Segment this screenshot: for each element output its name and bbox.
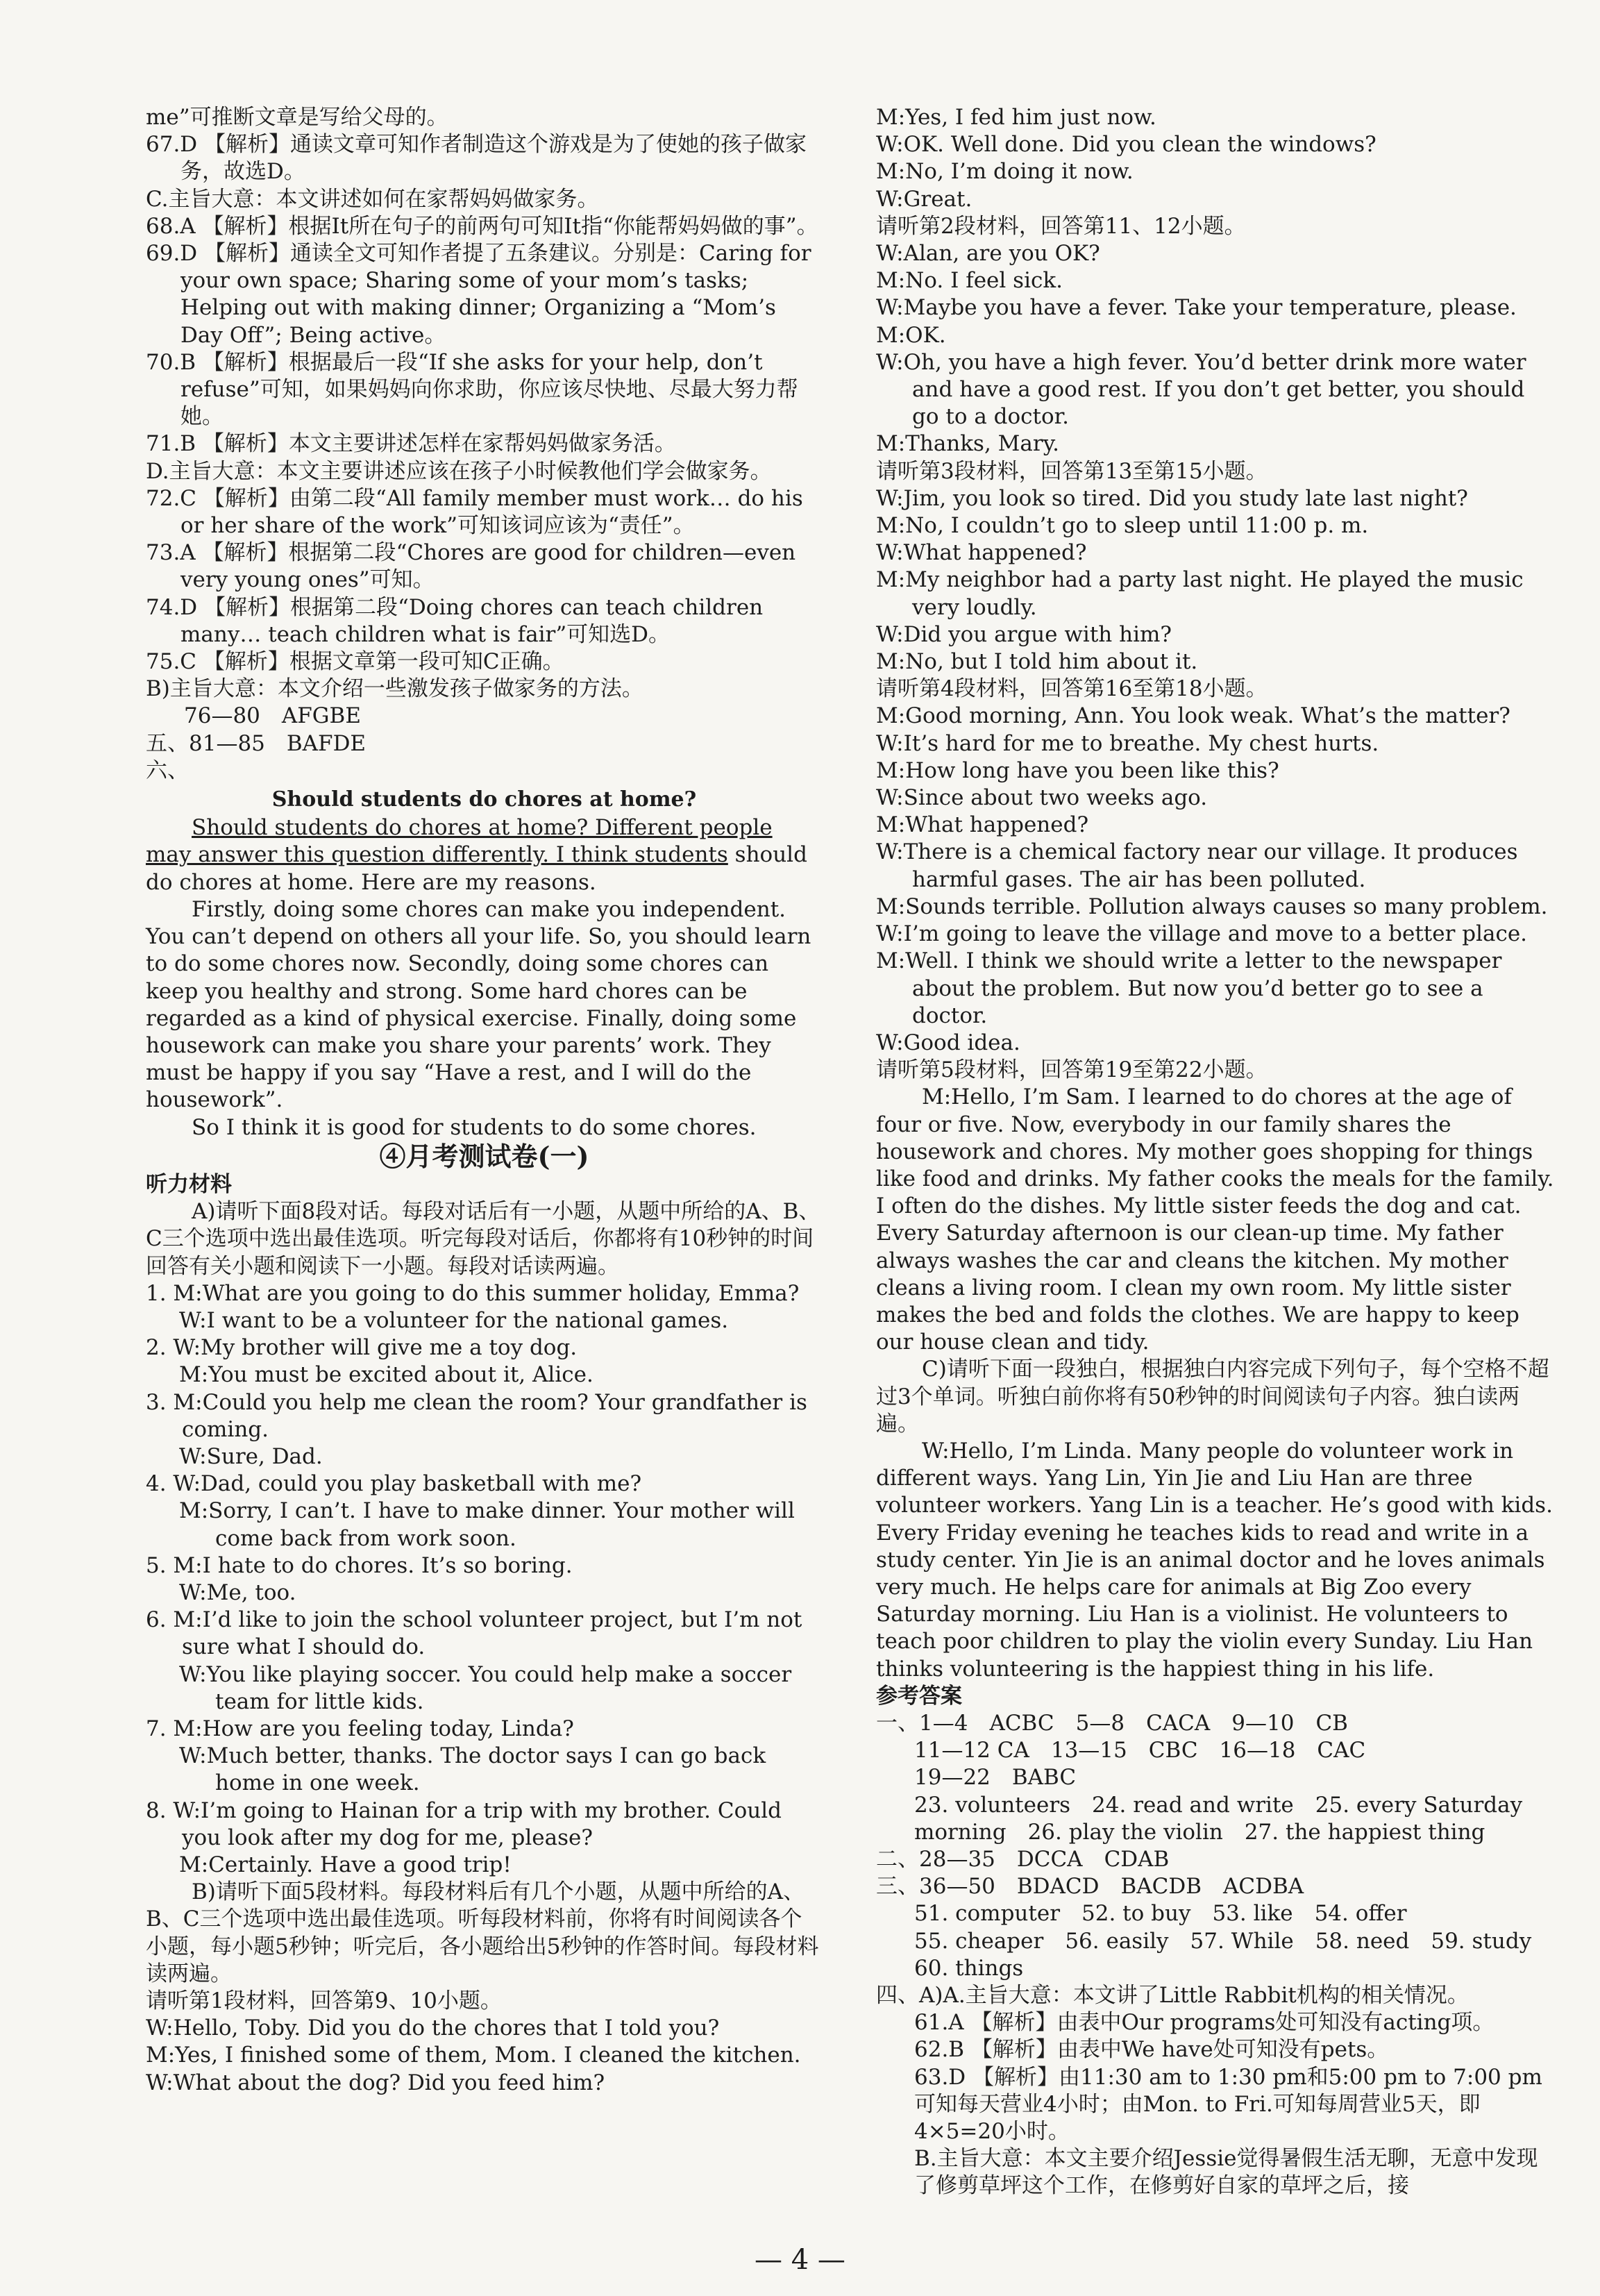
material-header: 请听第1段材料，回答第9、10小题。 bbox=[146, 1988, 502, 2014]
answer-line: B.主旨大意：本文主要介绍Jessie觉得暑假生活无聊，无意中发现了修剪草坪这个工作，在修剪好自家的草坪之后，接 bbox=[914, 2146, 1538, 2199]
answer-line: 51. computer 52. to buy 53. like 54. offer bbox=[914, 1901, 1407, 1927]
dialogue-line: W:Much better, thanks. The doctor says I can go back home in one week. bbox=[179, 1743, 766, 1796]
dialogue-line: M:Thanks, Mary. bbox=[876, 431, 1059, 457]
answer-line: 60. things bbox=[914, 1955, 1024, 1981]
right-column bbox=[876, 104, 1556, 2200]
answer-line: 70.B 【解析】根据最后一段“If she asks for your help, don’t refuse”可知，如果妈妈向你求助，你应该尽快地、尽最大努力帮她。 bbox=[146, 349, 798, 430]
listening-header: 听力材料 bbox=[146, 1171, 232, 1197]
dialogue-line: 5. M:I hate to do chores. It’s so boring. bbox=[146, 1552, 573, 1578]
dialogue-line: W:You like playing soccer. You could help make a soccer team for little kids. bbox=[179, 1661, 792, 1714]
dialogue-line: W:Since about two weeks ago. bbox=[876, 785, 1208, 811]
dialogue-line: 7. M:How are you feeling today, Linda? bbox=[146, 1716, 574, 1741]
dialogue-line: M:Sorry, I can’t. I have to make dinner. Your mother will come back from work soon. bbox=[179, 1498, 795, 1551]
answer-line: 二、28—35 DCCA CDAB bbox=[876, 1847, 1170, 1872]
left-column bbox=[146, 104, 823, 2097]
instruction: A)请听下面8段对话。每段对话后有一小题，从题中所给的A、B、C三个选项中选出最佳选项。听完每段对话后，你都将有10秒钟的时间回答有关小题和阅读下一小题。每段对话读两遍。 bbox=[146, 1199, 820, 1279]
dialogue-line: W:Maybe you have a fever. Take your temperature, please. bbox=[876, 295, 1517, 321]
answer-line: C.主旨大意：本文讲述如何在家帮妈妈做家务。 bbox=[146, 186, 599, 212]
section-title: ④月考测试卷(一) bbox=[379, 1140, 589, 1172]
underlined-sentence: Should students do chores at home? Different people may answer this question differently. I think students bbox=[146, 815, 773, 868]
dialogue-line: W:What about the dog? Did you feed him? bbox=[146, 2070, 605, 2095]
answer-line: 11—12 CA 13—15 CBC 16—18 CAC bbox=[914, 1738, 1366, 1763]
dialogue-line: W:Oh, you have a high fever. You’d better drink more water and have a good rest. If you don’t get better, you should go to a doctor. bbox=[876, 349, 1526, 430]
dialogue-line: W:What happened? bbox=[876, 540, 1087, 566]
dialogue-line: W:Me, too. bbox=[179, 1579, 296, 1605]
answer-line: 62.B 【解析】由表中We have处可知没有pets。 bbox=[914, 2037, 1389, 2063]
answer-line: 73.A 【解析】根据第二段“Chores are good for children—even very young ones”可知。 bbox=[146, 540, 796, 593]
dialogue-line: W:Sure, Dad. bbox=[179, 1443, 323, 1469]
dialogue-line: W:There is a chemical factory near our village. It produces harmful gases. The air has been polluted. bbox=[876, 839, 1518, 892]
monologue: M:Hello, I’m Sam. I learned to do chores at the age of four or five. Now, everybody in our family shares the housework and chores. My mother goes shopping for things like food and drinks. My father cooks the meals for the family. I often do the dishes. My little sister feeds the dog and cat. Every Saturday afternoon is our clean-up time. My father always washes the car and cleans the kitchen. My mother cleans a living room. I clean my own room. My little sister makes the bed and folds the clothes. We are happy to keep our house clean and tidy. bbox=[876, 1084, 1554, 1355]
page-number: — 4 — bbox=[755, 2244, 845, 2276]
answer-line: 三、36—50 BDACD BACDB ACDBA bbox=[876, 1874, 1304, 1900]
dialogue-line: M:Yes, I finished some of them, Mom. I cleaned the kitchen. bbox=[146, 2043, 801, 2068]
answer-line: D.主旨大意：本文主要讲述应该在孩子小时候教他们学会做家务。 bbox=[146, 458, 772, 484]
dialogue-line: 3. M:Could you help me clean the room? Your grandfather is coming. bbox=[146, 1389, 807, 1442]
answer-line: 19—22 BABC bbox=[914, 1765, 1077, 1791]
dialogue-line: M:No, I’m doing it now. bbox=[876, 159, 1134, 185]
dialogue-line: M:Good morning, Ann. You look weak. What’s the matter? bbox=[876, 703, 1510, 729]
dialogue-line: 8. W:I’m going to Hainan for a trip with my brother. Could you look after my dog for me, please? bbox=[146, 1798, 782, 1850]
answer-line: 六、 bbox=[146, 757, 189, 783]
essay-paragraph: Firstly, doing some chores can make you independent. You can’t depend on others all your life. So, you should learn to do some chores now. Secondly, doing some chores can keep you healthy and strong. Some hard chores can be regarded as a kind of physical exercise. Finally, doing some housework can make you share your parents’ work. They must be happy if you say “Have a rest, and I will do the housework”. bbox=[146, 896, 811, 1113]
answer-line: 75.C 【解析】根据文章第一段可知C正确。 bbox=[146, 649, 564, 675]
essay-paragraph bbox=[146, 814, 823, 896]
answer-line: 55. cheaper 56. easily 57. While 58. need 59. study bbox=[914, 1928, 1532, 1954]
answer-line: 71.B 【解析】本文主要讲述怎样在家帮妈妈做家务活。 bbox=[146, 431, 676, 457]
answer-line: 69.D 【解析】通读全文可知作者提了五条建议。分别是：Caring for your own space; Sharing some of your mom’s tasks; Helping out with making dinner; Organizing a “Mom’s Day Off”; Being active。 bbox=[146, 241, 811, 348]
dialogue-line: W:Did you argue with him? bbox=[876, 621, 1172, 647]
dialogue-line: W:I’m going to leave the village and move to a better place. bbox=[876, 921, 1528, 947]
answer-line: 74.D 【解析】根据第二段“Doing chores can teach children many… teach children what is fair”可知选D。 bbox=[146, 594, 764, 647]
answer-line: 63.D 【解析】由11:30 am to 1:30 pm和5:00 pm to 7:00 pm可知每天营业4小时；由Mon. to Fri.可知每周营业5天，即4×5=20小时。 bbox=[914, 2064, 1542, 2145]
dialogue-line: M:What happened? bbox=[876, 812, 1089, 838]
answer-line: 一、1—4 ACBC 5—8 CACA 9—10 CB bbox=[876, 1710, 1348, 1736]
dialogue-line: 1. M:What are you going to do this summer holiday, Emma? bbox=[146, 1280, 800, 1306]
dialogue-line: M:No. I feel sick. bbox=[876, 268, 1063, 294]
answer-line: 61.A 【解析】由表中Our programs处可知没有acting项。 bbox=[914, 2010, 1494, 2036]
monologue: W:Hello, I’m Linda. Many people do volunteer work in different ways. Yang Lin, Yin Jie and Liu Han are three volunteer workers. Yang Lin is a teacher. He’s good with kids. Every Friday evening he teaches kids to read and write in a study center. Yin Jie is an animal doctor and he loves animals very much. He helps care for animals at Big Zoo every Saturday morning. Liu Han is a violinist. He volunteers to teach poor children to play the violin every Sunday. Liu Han thinks volunteering is the happiest thing in his life. bbox=[876, 1438, 1553, 1682]
material-header: 请听第4段材料，回答第16至第18小题。 bbox=[876, 676, 1268, 702]
dialogue-line: W:OK. Well done. Did you clean the windows? bbox=[876, 132, 1376, 158]
instruction: B)请听下面5段材料。每段材料后有几个小题，从题中所给的A、B、C三个选项中选出最佳选项。听每段材料前，你将有时间阅读各个小题，每小题5秒钟；听完后，各小题给出5秒钟的作答时间。每段材料读两遍。 bbox=[146, 1879, 819, 1986]
dialogue-line: 4. W:Dad, could you play basketball with me? bbox=[146, 1471, 642, 1497]
answers-header: 参考答案 bbox=[876, 1683, 962, 1709]
dialogue-line: M:Certainly. Have a good trip! bbox=[179, 1852, 512, 1877]
answer-line: 五、81—85 BAFDE bbox=[146, 730, 367, 756]
essay-paragraph: So I think it is good for students to do some chores. bbox=[192, 1114, 757, 1140]
material-header: 请听第3段材料，回答第13至第15小题。 bbox=[876, 458, 1268, 484]
dialogue-line: M:Yes, I fed him just now. bbox=[876, 105, 1156, 130]
dialogue-line: 2. W:My brother will give me a toy dog. bbox=[146, 1335, 578, 1361]
essay-text: should do chores at home. Here are my reasons. bbox=[146, 842, 807, 895]
essay-title: Should students do chores at home? bbox=[271, 787, 697, 812]
answer-line: 68.A 【解析】根据It所在句子的前两句可知It指“你能帮妈妈做的事”。 bbox=[146, 213, 818, 239]
dialogue-line: W:Hello, Toby. Did you do the chores that I told you? bbox=[146, 2016, 720, 2041]
dialogue-line: W:I want to be a volunteer for the national games. bbox=[179, 1307, 729, 1333]
instruction: C)请听下面一段独白，根据独白内容完成下列句子，每个空格不超过3个单词。听独白前你将有50秒钟的时间阅读句子内容。独白读两遍。 bbox=[876, 1357, 1549, 1436]
material-header: 请听第5段材料，回答第19至第22小题。 bbox=[876, 1057, 1268, 1083]
answer-line: 四、A)A.主旨大意：本文讲了Little Rabbit机构的相关情况。 bbox=[876, 1983, 1469, 2009]
answer-line: 76—80 AFGBE bbox=[184, 703, 361, 729]
dialogue-line: W:Jim, you look so tired. Did you study late last night? bbox=[876, 485, 1468, 511]
answer-line: 67.D 【解析】通读文章可知作者制造这个游戏是为了使她的孩子做家务，故选D。 bbox=[146, 132, 807, 185]
dialogue-line: W:Alan, are you OK? bbox=[876, 241, 1100, 267]
answer-line: 72.C 【解析】由第二段“All family member must work… do his or her share of the work”可知该词应该为“责任”。 bbox=[146, 485, 803, 539]
dialogue-line: W:Great. bbox=[876, 186, 972, 212]
dialogue-line: M:Well. I think we should write a letter to the newspaper about the problem. But now you’d better go to see a doctor. bbox=[876, 948, 1502, 1028]
answer-line: 23. volunteers 24. read and write 25. every Saturday morning 26. play the violin 27. the happiest thing bbox=[914, 1792, 1523, 1845]
answer-line: B)主旨大意：本文介绍一些激发孩子做家务的方法。 bbox=[146, 676, 643, 702]
dialogue-line: M:My neighbor had a party last night. He played the music very loudly. bbox=[876, 567, 1524, 620]
material-header: 请听第2段材料，回答第11、12小题。 bbox=[876, 213, 1246, 239]
dialogue-line: M:OK. bbox=[876, 322, 946, 348]
dialogue-line: W:Good idea. bbox=[876, 1030, 1020, 1055]
dialogue-line: M:No, but I told him about it. bbox=[876, 649, 1198, 675]
dialogue-line: M:How long have you been like this? bbox=[876, 757, 1279, 783]
dialogue-line: M:You must be excited about it, Alice. bbox=[179, 1362, 593, 1388]
dialogue-line: M:No, I couldn’t go to sleep until 11:00 p. m. bbox=[876, 513, 1369, 539]
answer-line: me”可推断文章是写给父母的。 bbox=[146, 105, 448, 130]
dialogue-line: W:It’s hard for me to breathe. My chest hurts. bbox=[876, 730, 1379, 756]
dialogue-line: M:Sounds terrible. Pollution always causes so many problem. bbox=[876, 894, 1548, 919]
dialogue-line: 6. M:I’d like to join the school volunteer project, but I’m not sure what I should do. bbox=[146, 1607, 802, 1660]
